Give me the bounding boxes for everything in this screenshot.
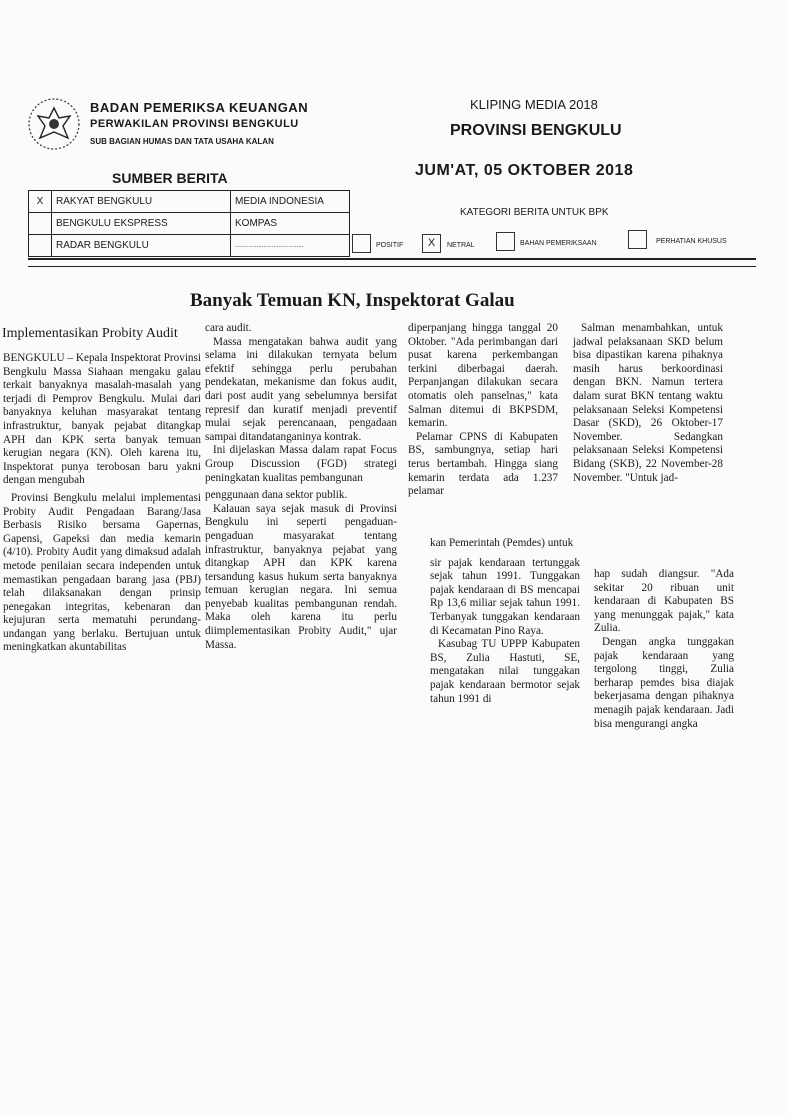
article-column-3-bottom [430,537,580,706]
category-label: NETRAL [447,242,475,249]
source-mark [29,213,52,235]
category-label: BAHAN PEMERIKSAAN [520,240,597,247]
source-mark: X [29,191,52,213]
paragraph: Dengan angka tunggakan pajak kendaraan yang tergolong tinggi, Zulia berharap pemdes bisa diajak bekerjasama dengan pihaknya menagih pajak kendaraan. Jadi bisa mengurangi angka [594,635,734,730]
category-checkbox-bahan[interactable] [496,232,515,251]
paragraph: diperpanjang hingga tanggal 20 Oktober. "Ada perimbangan dari pusat karena perkembangan terkini diberbagai daerah. Perpanjangan dilakukan secara otomatis oleh panselnas," kata Salman ditemui di BKPSDM, kemarin. [408,322,558,430]
paragraph: Salman menambahkan, untuk jadwal pelaksanaan SKD belum bisa dipastikan karena pihaknya masih harus berkoordinasi dengan BKN. Namun tertera dalam surat BKN tentang waktu pelaksanaan Seleksi Kompetensi Dasar (SKD), 26 Oktober-17 November. Sedangkan pelaksanaan Seleksi Kompetensi Bidang (SKB), 22 November-28 November. "Untuk jad- [573,322,723,484]
paragraph: penggunaan dana sektor publik. [205,489,348,502]
paragraph: Kalauan saya sejak masuk di Provinsi Bengkulu ini seperti pengaduan-pengaduan masyarakat tentang infrastruktur, banyaknya pejabat yang ditangkap APH dan KPK karena tersandung kasus hukum serta banyaknya temuan kerugian negara. Ini semua penyebab kualitas pembangunan rendah. Maka oleh karena itu perlu diimplementasikan Probity Audit," ujar Massa. [205,502,397,651]
paragraph: Ini dijelaskan Massa dalam rapat Focus Group Discussion (FGD) strategi peningkatan kualitas pembangunan [205,444,397,484]
source-right: ......................................... [231,235,350,257]
article-headline: Banyak Temuan KN, Inspektorat Galau [190,290,515,311]
org-name: BADAN PEMERIKSA KEUANGAN [90,100,309,115]
org-branch: PERWAKILAN PROVINSI BENGKULU [90,118,299,130]
article-column-3-top [408,322,558,499]
garuda-emblem-icon [26,96,82,152]
category-checkbox-positif[interactable] [352,234,371,253]
source-right: KOMPAS [231,213,350,235]
province-title: PROVINSI BENGKULU [450,122,622,139]
source-mark [29,235,52,257]
source-right: MEDIA INDONESIA [231,191,350,213]
category-checkbox-perhatian[interactable] [628,230,647,249]
paragraph: Pelamar CPNS di Kabupaten BS, sambungnya, setiap hari terus bertambah. Hingga siang kemarin terdata ada 1.237 pelamar [408,430,558,498]
paragraph: Provinsi Bengkulu melalui implementasi Probity Audit Pengadaan Barang/Jasa Berbasis Risiko bersama Gapernas, Gapensi, Gapeksi dan media kemarin (4/10). Probity Audit yang dimaksud adalah metode penilaian secara independen untuk memastikan pengadaan barang jasa (PBJ) telah dilaksanakan dengan prinsip penegakan integritas, kebenaran dan kejujuran serta mematuhi perundang-undangan yang berlaku. Bertujuan untuk meningkatkan akuntabilitas [3,491,201,654]
category-label: POSITIF [376,242,404,249]
publication-date: JUM'AT, 05 OKTOBER 2018 [415,162,634,179]
sources-title: SUMBER BERITA [112,170,228,186]
source-row [29,213,350,235]
article-column-4-bottom [594,568,734,731]
sources-table [28,190,350,257]
kliping-title: KLIPING MEDIA 2018 [470,97,598,112]
paragraph: hap sudah diangsur. "Ada sekitar 20 ribuan unit kendaraan di Kabupaten BS yang menunggak pajak," kata Zulia. [594,568,734,635]
category-title: KATEGORI BERITA UNTUK BPK [460,207,609,218]
paragraph: BENGKULU – Kepala Inspektorat Provinsi Bengkulu Massa Siahaan mengaku galau terkait banyaknya masalah-masalah yang terjadi di Pemprov Bengkulu. Mulai dari banyaknya keluhan masyarakat tentang infrastruktur, banyak pejabat ditangkap APH dan KPK serta banyak temuan kerugian negara (KN). Oleh karena itu, Inspektorat punya terobosan baru yakni dengan mengubah [3,352,201,487]
source-row [29,235,350,257]
article-column-1 [3,352,201,655]
source-left: BENGKULU EKSPRESS [52,213,231,235]
source-left: RAKYAT BENGKULU [52,191,231,213]
paragraph: cara audit. [205,322,252,334]
source-row [29,191,350,213]
article-column-2 [205,322,397,652]
divider [28,266,756,267]
divider [28,258,756,260]
org-subdivision: SUB BAGIAN HUMAS DAN TATA USAHA KALAN [90,137,274,146]
source-left: RADAR BENGKULU [52,235,231,257]
article-subhead: Implementasikan Probity Audit [2,326,178,341]
category-label: PERHATIAN KHUSUS [656,238,727,245]
paragraph: kan Pemerintah (Pemdes) untuk [430,537,574,549]
paragraph: sir pajak kendaraan tertunggak sejak tahun 1991. Tunggakan pajak kendaraan di BS mencapai Rp 13,6 miliar sejak tahun 1991. Terbanyak tunggakan kendaraan di Kecamatan Pino Raya. [430,556,580,637]
category-checkbox-netral[interactable]: X [422,234,441,253]
paragraph: Massa mengatakan bahwa audit yang selama ini dilakukan ternyata belum efektif sehingga perlu perubahan pendekatan, mekanisme dan fokus audit, dari post audit yang sebelumnya bersifat represif dan kuratif menjadi preventif mulai sejak perencanaan, pengadaan sampai ditandatanganinya kontrak. [205,335,397,443]
article-column-4-top [573,322,723,485]
paragraph: Kasubag TU UPPP Kabupaten BS, Zulia Hastuti, SE, mengatakan nilai tunggakan pajak kendaraan bermotor sejak tahun 1991 di [430,638,580,705]
